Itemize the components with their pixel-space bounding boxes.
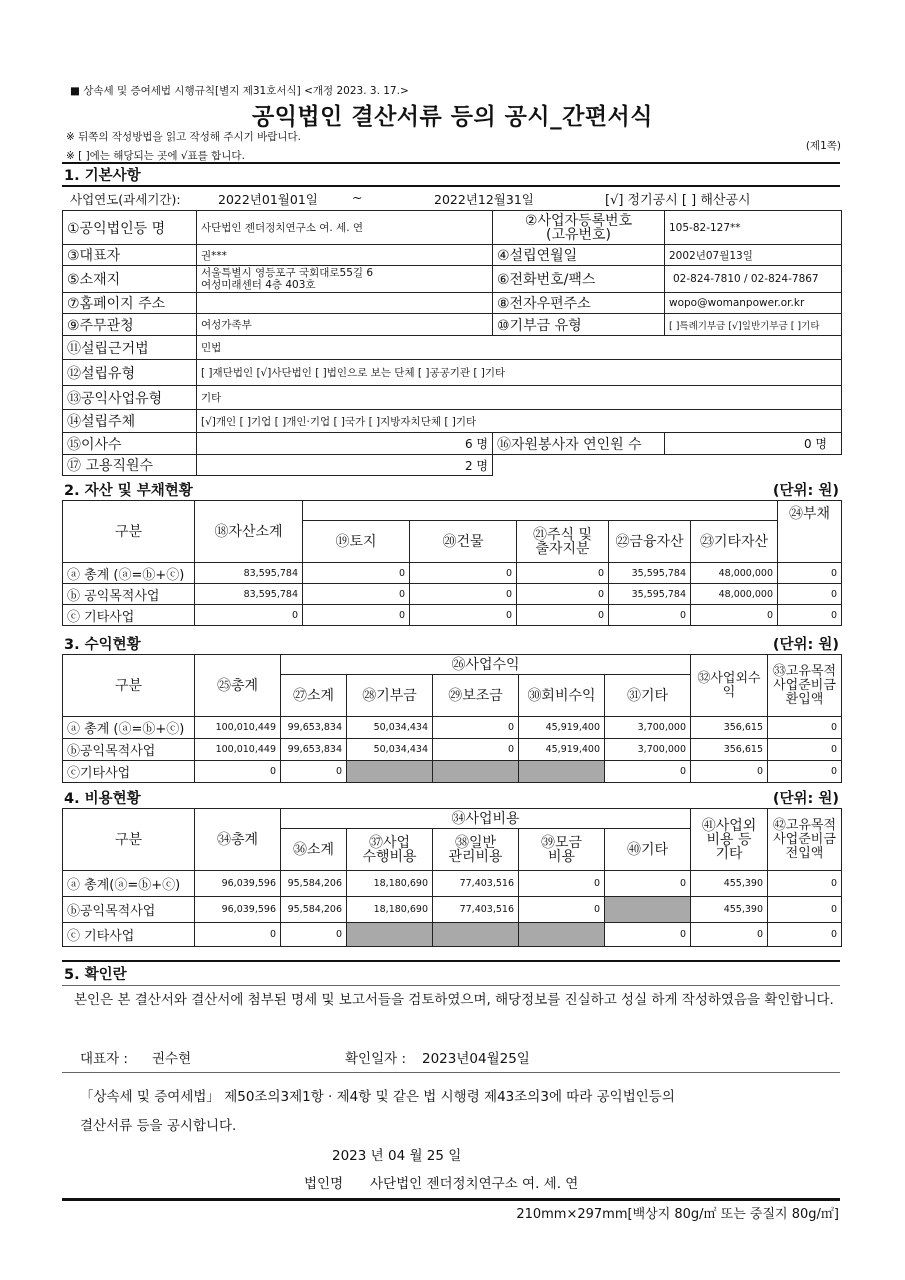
cell: 96,039,596 <box>195 897 281 923</box>
founding-date-value: 2002년07월13일 <box>665 245 842 266</box>
row-label-other: ⓒ 기타사업 <box>63 923 195 947</box>
corp-name-label: 법인명 <box>304 1176 344 1192</box>
cell: 0 <box>768 923 842 947</box>
phone-fax-label: ⑥전화번호/팩스 <box>493 266 665 293</box>
shaded-cell <box>519 923 605 947</box>
shaded-cell <box>433 923 519 947</box>
assets-unit: (단위: 원) <box>772 483 839 499</box>
table-header-row <box>63 809 842 829</box>
founding-date-label: ④설립연월일 <box>493 245 665 266</box>
cell: 0 <box>605 923 691 947</box>
shaded-cell <box>519 761 605 783</box>
basic-info-table <box>62 210 842 476</box>
cell: 0 <box>691 923 768 947</box>
legal-basis-label: ⑪설립근거법 <box>63 336 197 360</box>
section-confirm-title: 5. 확인란 <box>64 967 127 983</box>
table-row <box>63 923 842 947</box>
business-number-value: 105-82-127** <box>665 211 842 245</box>
col-header-financial: ㉒금융자산 <box>609 521 691 563</box>
cell: 0 <box>410 584 517 605</box>
table-header-row <box>63 655 842 675</box>
col-header-reserve-return: ㉝고유목적 사업준비금 환입액 <box>768 655 842 717</box>
representative-value: 권*** <box>197 245 493 266</box>
page-number: (제1쪽) <box>805 140 841 152</box>
cell: 0 <box>517 605 609 626</box>
cell: 35,595,784 <box>609 584 691 605</box>
col-header-non-operating: ㉜사업외수 익 <box>691 655 768 717</box>
cell: 0 <box>768 871 842 897</box>
row-label-public: ⓑ공익목적사업 <box>63 897 195 923</box>
table-row <box>63 897 842 923</box>
shaded-cell <box>347 761 433 783</box>
table-row <box>63 245 842 266</box>
table-row <box>63 717 842 739</box>
col-header-stocks: ㉑주식 및 출자지분 <box>517 521 609 563</box>
cell: 0 <box>433 717 519 739</box>
col-header-other-assets: ㉓기타자산 <box>691 521 778 563</box>
table-header-row <box>63 501 842 521</box>
representative-label: ③대표자 <box>63 245 197 266</box>
col-header-admin: ㊳일반 관리비용 <box>433 829 519 871</box>
authority-label: ⑨주무관청 <box>63 314 197 336</box>
law-reference: ■ 상속세 및 증여세법 시행규칙[별지 제31호서식] <개정 2023. 3. 17.> <box>70 85 409 97</box>
address-value: 서울특별시 영등포구 국회대로55길 6 여성미래센터 4층 403호 <box>197 266 493 293</box>
phone-fax-value: 02-824-7810 / 02-824-7867 <box>665 266 842 293</box>
cell: 83,595,784 <box>195 563 303 584</box>
row-label-other: ⓒ기타사업 <box>63 761 195 783</box>
cell: 0 <box>517 584 609 605</box>
cell: 0 <box>768 717 842 739</box>
cell: 455,390 <box>691 871 768 897</box>
homepage-label: ⑦홈페이지 주소 <box>63 293 197 314</box>
cell: 0 <box>195 761 281 783</box>
cell: 0 <box>605 761 691 783</box>
table-row <box>63 336 842 360</box>
period-label: 사업연도(과세기간): <box>70 192 181 207</box>
cell: 0 <box>768 761 842 783</box>
cell: 0 <box>778 605 842 626</box>
table-row <box>63 410 842 433</box>
cell: 100,010,449 <box>195 717 281 739</box>
cell: 455,390 <box>691 897 768 923</box>
col-header-asset-subtotal: ⑱자산소계 <box>195 501 303 563</box>
email-label: ⑧전자우편주소 <box>493 293 665 314</box>
legal-statement-line1: 「상속세 및 증여세법」 제50조의3제1항 · 제4항 및 같은 법 시행령 제43조의3에 따라 공익법인등의 <box>80 1089 675 1105</box>
table-row <box>63 605 842 626</box>
email-value: wopo@womanpower.or.kr <box>665 293 842 314</box>
volunteers-value: 0 명 <box>665 433 842 455</box>
signature-date: 2023 년 04 월 25 일 <box>332 1148 462 1164</box>
checkbox-note: ※ [ ]에는 해당되는 곳에 √표를 합니다. <box>66 150 245 162</box>
cell: 0 <box>303 605 410 626</box>
table-row <box>63 386 842 410</box>
shaded-cell <box>433 761 519 783</box>
representative-name: 권수현 <box>152 1051 192 1067</box>
table-row <box>63 455 842 476</box>
cell: 95,584,206 <box>281 871 347 897</box>
directors-value: 6 명 <box>197 433 493 455</box>
col-header-total: ㉞총계 <box>195 809 281 871</box>
col-header-subsidies: ㉙보조금 <box>433 675 519 717</box>
cell: 0 <box>768 739 842 761</box>
expense-unit: (단위: 원) <box>772 791 839 807</box>
homepage-value <box>197 293 493 314</box>
cell: 0 <box>281 923 347 947</box>
instruction-note: ※ 뒤쪽의 작성방법을 읽고 작성해 주시기 바랍니다. <box>66 131 302 143</box>
legal-basis-value: 민법 <box>197 336 842 360</box>
row-label-total: ⓐ 총계 (ⓐ=ⓑ+ⓒ) <box>63 717 195 739</box>
cell: 0 <box>281 761 347 783</box>
divider <box>62 960 840 962</box>
cell: 0 <box>519 871 605 897</box>
col-header-land: ⑲토지 <box>303 521 410 563</box>
cell: 18,180,690 <box>347 871 433 897</box>
cell: 96,039,596 <box>195 871 281 897</box>
col-header-category: 구분 <box>63 655 195 717</box>
row-label-public: ⓑ 공익목적사업 <box>63 584 195 605</box>
row-label-public: ⓑ공익목적사업 <box>63 739 195 761</box>
cell: 18,180,690 <box>347 897 433 923</box>
col-header-liabilities: ㉔부채 <box>778 501 842 563</box>
col-header-category: 구분 <box>63 809 195 871</box>
volunteers-label: ⑯자원봉사자 연인원 수 <box>493 433 665 455</box>
cell: 0 <box>410 563 517 584</box>
cell: 3,700,000 <box>605 739 691 761</box>
cell: 100,010,449 <box>195 739 281 761</box>
table-row <box>63 871 842 897</box>
cell: 0 <box>768 897 842 923</box>
col-header-subtotal: ㉗소계 <box>281 675 347 717</box>
cell: 0 <box>605 871 691 897</box>
corp-name-value: 사단법인 젠더정치연구소 여. 세. 연 <box>197 211 493 245</box>
donation-type-label: ⑩기부금 유형 <box>493 314 665 336</box>
divider <box>62 1072 840 1073</box>
table-row <box>63 266 842 293</box>
authority-value: 여성가족부 <box>197 314 493 336</box>
cell: 48,000,000 <box>691 584 778 605</box>
header-spacer <box>303 501 778 521</box>
cell: 50,034,434 <box>347 717 433 739</box>
cell: 77,403,516 <box>433 897 519 923</box>
table-row <box>63 211 842 245</box>
cell: 45,919,400 <box>519 717 605 739</box>
founding-type-label: ⑫설립유형 <box>63 360 197 386</box>
founder-value: [√]개인 [ ]기업 [ ]개인·기업 [ ]국가 [ ]지방자치단체 [ ]기타 <box>197 410 842 433</box>
table-row <box>63 761 842 783</box>
cell: 50,034,434 <box>347 739 433 761</box>
business-number-label: ②사업자등록번호 (고유번호) <box>493 211 665 245</box>
employees-value: 2 명 <box>197 455 493 476</box>
cell: 0 <box>691 761 768 783</box>
col-header-operations: ㊲사업 수행비용 <box>347 829 433 871</box>
col-header-donations: ㉘기부금 <box>347 675 433 717</box>
confirm-date-value: 2023년04월25일 <box>422 1051 530 1067</box>
corp-name-label: ①공익법인등 명 <box>63 211 197 245</box>
row-label-total: ⓐ 총계 (ⓐ=ⓑ+ⓒ) <box>63 563 195 584</box>
confirm-statement: 본인은 본 결산서와 결산서에 첨부된 명세 및 보고서들을 검토하였으며, 해당정보를 진실하고 성실 하게 작성하였음을 확인합니다. <box>74 992 834 1008</box>
employees-label: ⑰ 고용직원수 <box>63 455 197 476</box>
col-header-other: ㉛기타 <box>605 675 691 717</box>
period-start: 2022년01월01일 <box>218 192 318 207</box>
address-label: ⑤소재지 <box>63 266 197 293</box>
paper-spec: 210mm×297mm[백상지 80g/㎡ 또는 중질지 80g/㎡] <box>516 1207 839 1222</box>
col-header-category: 구분 <box>63 501 195 563</box>
cell: 0 <box>609 605 691 626</box>
col-header-subtotal: ㊱소계 <box>281 829 347 871</box>
revenue-table <box>62 654 842 783</box>
period-separator: ~ <box>352 190 363 205</box>
form-title: 공익법인 결산서류 등의 공시_간편서식 <box>251 104 653 130</box>
cell: 0 <box>778 584 842 605</box>
public-business-type-label: ⑬공익사업유형 <box>63 386 197 410</box>
table-row <box>63 584 842 605</box>
public-business-type-value: 기타 <box>197 386 842 410</box>
assets-table <box>62 500 842 626</box>
directors-label: ⑮이사수 <box>63 433 197 455</box>
col-header-business-revenue: ㉖사업수익 <box>281 655 691 675</box>
cell: 48,000,000 <box>691 563 778 584</box>
founder-label: ⑭설립주체 <box>63 410 197 433</box>
legal-statement-line2: 결산서류 등을 공시합니다. <box>80 1118 237 1134</box>
cell: 45,919,400 <box>519 739 605 761</box>
section-revenue-title: 3. 수익현황 <box>64 637 141 653</box>
col-header-building: ⑳건물 <box>410 521 517 563</box>
section-basic-title: 1. 기본사항 <box>64 168 141 184</box>
disclosure-type: [√] 정기공시 [ ] 해산공시 <box>605 193 751 208</box>
table-row <box>63 563 842 584</box>
expense-table <box>62 808 842 947</box>
section-assets-title: 2. 자산 및 부채현황 <box>64 483 193 499</box>
cell: 0 <box>303 563 410 584</box>
col-header-membership: ㉚회비수익 <box>519 675 605 717</box>
row-label-total: ⓐ 총계(ⓐ=ⓑ+ⓒ) <box>63 871 195 897</box>
cell: 77,403,516 <box>433 871 519 897</box>
cell: 95,584,206 <box>281 897 347 923</box>
period-end: 2022년12월31일 <box>434 192 534 207</box>
confirm-date-label: 확인일자 : <box>345 1051 407 1067</box>
cell: 0 <box>195 605 303 626</box>
table-row <box>63 739 842 761</box>
founding-type-value: [ ]재단법인 [√]사단법인 [ ]법인으로 보는 단체 [ ]공공기관 [ ]기타 <box>197 360 842 386</box>
table-row <box>63 293 842 314</box>
cell: 0 <box>519 897 605 923</box>
row-label-other: ⓒ 기타사업 <box>63 605 195 626</box>
cell: 0 <box>303 584 410 605</box>
representative-label: 대표자 : <box>80 1051 128 1067</box>
cell: 0 <box>778 563 842 584</box>
cell: 0 <box>433 739 519 761</box>
col-header-fundraising: ㊴모금 비용 <box>519 829 605 871</box>
col-header-other: ㊵기타 <box>605 829 691 871</box>
col-header-non-operating: ㊶사업외 비용 등 기타 <box>691 809 768 871</box>
cell: 83,595,784 <box>195 584 303 605</box>
shaded-cell <box>605 897 691 923</box>
table-row <box>63 314 842 336</box>
corp-name: 사단법인 젠더정치연구소 여. 세. 연 <box>370 1176 579 1192</box>
cell: 356,615 <box>691 739 768 761</box>
donation-type-value: [ ]특례기부금 [√]일반기부금 [ ]기타 <box>665 314 842 336</box>
section-expense-title: 4. 비용현황 <box>64 791 141 807</box>
divider <box>62 1198 840 1201</box>
cell: 0 <box>691 605 778 626</box>
cell: 35,595,784 <box>609 563 691 584</box>
table-row <box>63 433 842 455</box>
col-header-business-expense: ㉞사업비용 <box>281 809 691 829</box>
cell: 99,653,834 <box>281 739 347 761</box>
cell: 0 <box>517 563 609 584</box>
empty-cell <box>493 455 842 476</box>
col-header-reserve-transfer: ㊷고유목적 사업준비금 전입액 <box>768 809 842 871</box>
divider <box>62 185 840 187</box>
cell: 3,700,000 <box>605 717 691 739</box>
shaded-cell <box>347 923 433 947</box>
cell: 0 <box>410 605 517 626</box>
cell: 356,615 <box>691 717 768 739</box>
revenue-unit: (단위: 원) <box>772 637 839 653</box>
cell: 99,653,834 <box>281 717 347 739</box>
divider <box>62 162 840 164</box>
col-header-total: ㉕총계 <box>195 655 281 717</box>
cell: 0 <box>195 923 281 947</box>
table-row <box>63 360 842 386</box>
